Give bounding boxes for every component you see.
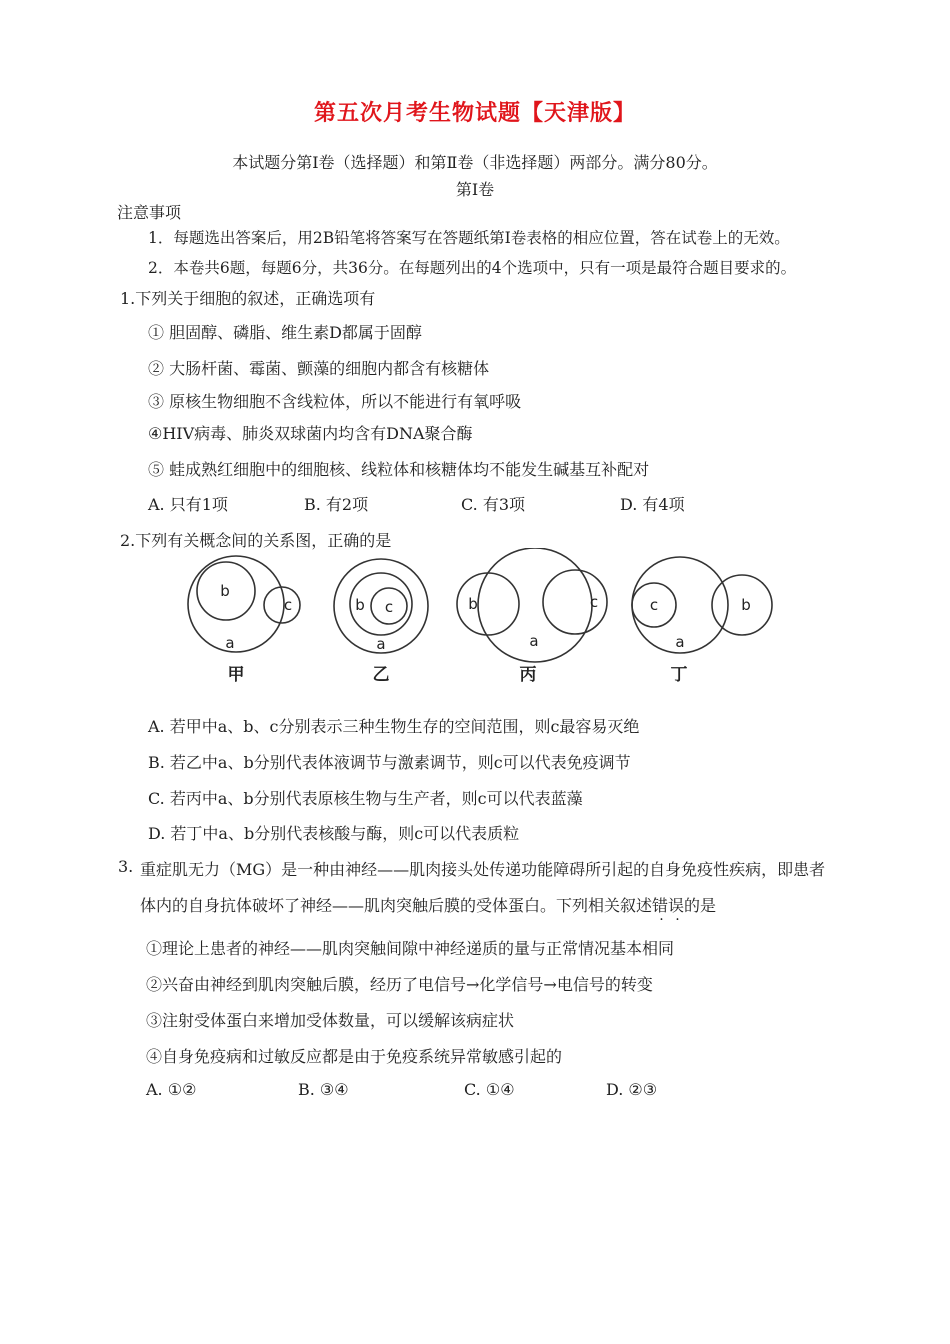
q1-stem: 1.下列关于细胞的叙述，正确选项有 (120, 289, 376, 308)
diagram-caption: 丁 (670, 665, 688, 685)
diagram-label: b (355, 596, 365, 614)
q1-statement: ① 胆固醇、磷脂、维生素D都属于固醇 (148, 323, 422, 342)
q3-stem-text: 的是 (684, 896, 717, 915)
diagram-label: b (220, 582, 230, 600)
q3-statement: ④自身免疫病和过敏反应都是由于免疫系统异常敏感引起的 (146, 1047, 563, 1066)
diagram-bing-circle-b (457, 573, 519, 635)
q1-statement: ④HIV病毒、肺炎双球菌内均含有DNA聚合酶 (148, 424, 473, 443)
diagram-caption: 乙 (372, 665, 390, 685)
concept-diagrams (170, 548, 800, 688)
q2-option-b[interactable]: B. 若乙中a、b分别代表体液调节与激素调节，则c可以代表免疫调节 (148, 753, 631, 772)
page-title: 第五次月考生物试题【天津版】 (313, 100, 636, 126)
q3-option-b[interactable]: B. ③④ (298, 1080, 349, 1099)
exam-intro: 本试题分第Ⅰ卷（选择题）和第Ⅱ卷（非选择题）两部分。满分80分。 (232, 153, 718, 172)
q3-option-d[interactable]: D. ②③ (606, 1080, 658, 1099)
diagram-label: b (741, 596, 751, 614)
diagram-label: a (376, 635, 386, 653)
q2-option-c[interactable]: C. 若丙中a、b分别代表原核生物与生产者，则c可以代表蓝藻 (148, 789, 583, 808)
q3-stem-line1: 重症肌无力（MG）是一种由神经——肌肉接头处传递功能障碍所引起的自身免疫性疾病，即患者 (140, 860, 826, 879)
q3-stem-emphasis: 错 (652, 896, 669, 915)
diagram-label: b (468, 595, 478, 613)
notes-item: 1．每题选出答案后，用2B铅笔将答案写在答题纸第Ⅰ卷表格的相应位置，答在试卷上的无效。 (148, 229, 790, 247)
diagram-label: c (649, 596, 659, 614)
section-heading: 第Ⅰ卷 (455, 180, 495, 199)
q3-number: 3. (118, 857, 134, 876)
notes-item: 2．本卷共6题，每题6分，共36分。在每题列出的4个选项中，只有一项是最符合题目要求的。 (148, 259, 797, 277)
q2-stem: 2.下列有关概念间的关系图，正确的是 (120, 531, 392, 550)
q3-option-a[interactable]: A. ①② (146, 1080, 197, 1099)
diagram-label: c (384, 598, 394, 616)
q3-stem-emphasis: 误 (668, 896, 685, 915)
diagram-caption: 甲 (227, 665, 245, 685)
q2-option-d[interactable]: D. 若丁中a、b分别代表核酸与酶，则c可以代表质粒 (148, 824, 520, 843)
q3-stem-line2 (140, 893, 716, 916)
q3-statement: ②兴奋由神经到肌肉突触后膜，经历了电信号→化学信号→电信号的转变 (146, 975, 653, 994)
diagram-label: c (589, 593, 599, 611)
q3-option-c[interactable]: C. ①④ (464, 1080, 515, 1099)
q3-statement: ①理论上患者的神经——肌肉突触间隙中神经递质的量与正常情况基本相同 (146, 939, 675, 958)
q2-option-a[interactable]: A. 若甲中a、b、c分别表示三种生物生存的空间范围，则c最容易灭绝 (148, 717, 640, 736)
diagram-label: a (529, 632, 539, 650)
q1-option-a[interactable]: A. 只有1项 (148, 495, 228, 514)
diagram-label: a (225, 634, 235, 652)
q1-option-c[interactable]: C. 有3项 (461, 495, 526, 514)
q3-stem-text: 体内的自身抗体破坏了神经——肌肉突触后膜的受体蛋白。下列相关叙述 (140, 896, 653, 915)
diagram-caption: 丙 (519, 665, 537, 685)
q3-statement: ③注射受体蛋白来增加受体数量，可以缓解该病症状 (146, 1011, 515, 1030)
q1-statement: ⑤ 蛙成熟红细胞中的细胞核、线粒体和核糖体均不能发生碱基互补配对 (148, 460, 650, 479)
q1-option-d[interactable]: D. 有4项 (620, 495, 685, 514)
diagram-label: c (283, 596, 293, 614)
notes-heading: 注意事项 (117, 203, 182, 222)
q1-statement: ③ 原核生物细胞不含线粒体，所以不能进行有氧呼吸 (148, 392, 522, 411)
diagram-label: a (675, 633, 685, 651)
q1-option-b[interactable]: B. 有2项 (304, 495, 369, 514)
diagram-jia-circle-a (188, 556, 284, 652)
q1-statement: ② 大肠杆菌、霉菌、颤藻的细胞内都含有核糖体 (148, 359, 490, 378)
